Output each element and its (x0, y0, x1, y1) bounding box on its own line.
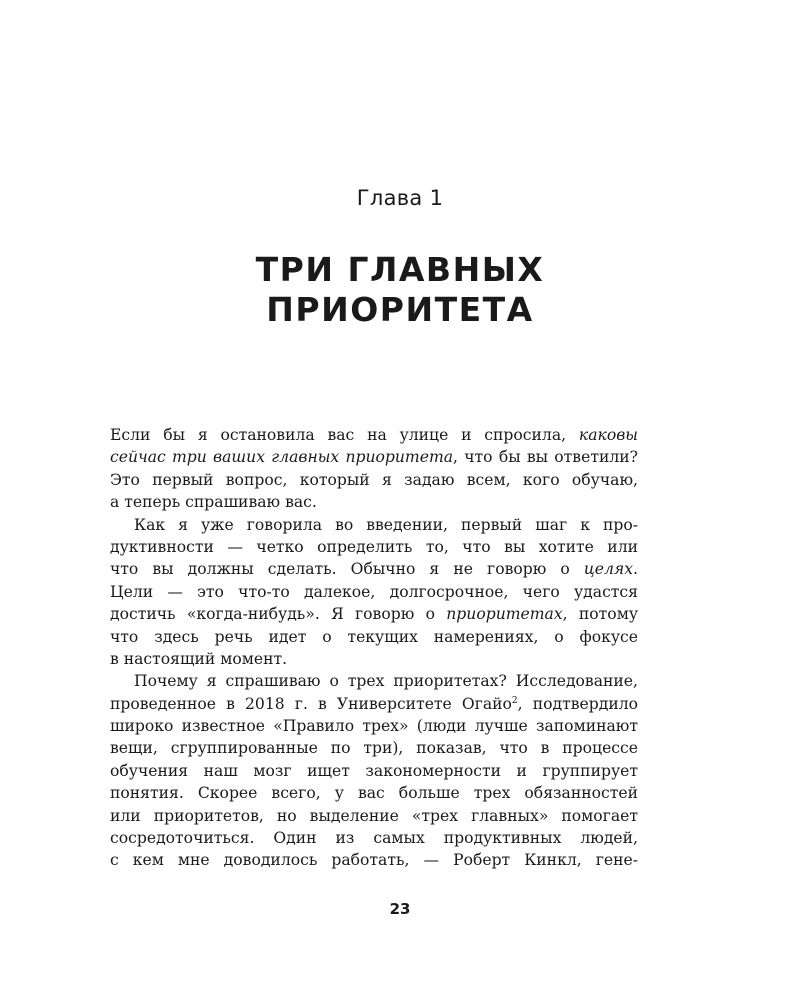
text-line: широко известное «Правило трех» (люди лучше запоминают (110, 717, 638, 736)
chapter-title (0, 250, 800, 330)
text-line: а теперь спрашиваю вас. (110, 493, 317, 512)
chapter-title-line-2: ПРИОРИТЕТА (266, 290, 534, 329)
text-line: в настоящий момент. (110, 649, 288, 668)
text-line: что вы должны сделать. Обычно я не говорю о целях. (110, 560, 638, 579)
text-line: дуктивности — четко определить то, что вы хотите или (110, 537, 638, 556)
text-line: Почему я спрашиваю о трех приоритетах? Исследование, (134, 672, 638, 691)
body-text (110, 424, 638, 872)
text-line: сейчас три ваших главных приоритета, что бы вы ответили? (110, 448, 638, 467)
text-line: Если бы я остановила вас на улице и спросила, каковы (110, 426, 638, 444)
chapter-label: Глава 1 (356, 186, 444, 210)
text-line: вещи, сгруппированные по три), показав, что в процессе (110, 739, 638, 758)
text-line: Цели — это что-то далекое, долгосрочное, чего удастся (110, 582, 638, 601)
footnote-ref: 2 (511, 695, 518, 706)
text-line: или приоритетов, но выделение «трех главных» помогает (110, 806, 638, 825)
text-line: Это первый вопрос, который я задаю всем, кого обучаю, (110, 470, 638, 489)
chapter-title-line-1: ТРИ ГЛАВНЫХ (255, 250, 545, 289)
text-line: достичь «когда-нибудь». Я говорю о приоритетах, потому (110, 605, 638, 624)
text-line: сосредоточиться. Один из самых продуктивных людей, (110, 829, 638, 848)
text-line: с кем мне доводилось работать, — Роберт Кинкл, гене- (110, 851, 638, 870)
text-line: понятия. Скорее всего, у вас больше трех обязанностей (110, 784, 638, 803)
text-line: что здесь речь идет о текущих намерениях, о фокусе (110, 627, 638, 646)
text-line: Как я уже говорила во введении, первый шаг к про- (134, 515, 638, 534)
text-line: обучения наш мозг ищет закономерности и группирует (110, 761, 638, 780)
text-line: проведенное в 2018 г. в Университете Огайо$^2$, подтвердило (110, 694, 639, 713)
page-number: 23 (389, 900, 411, 918)
